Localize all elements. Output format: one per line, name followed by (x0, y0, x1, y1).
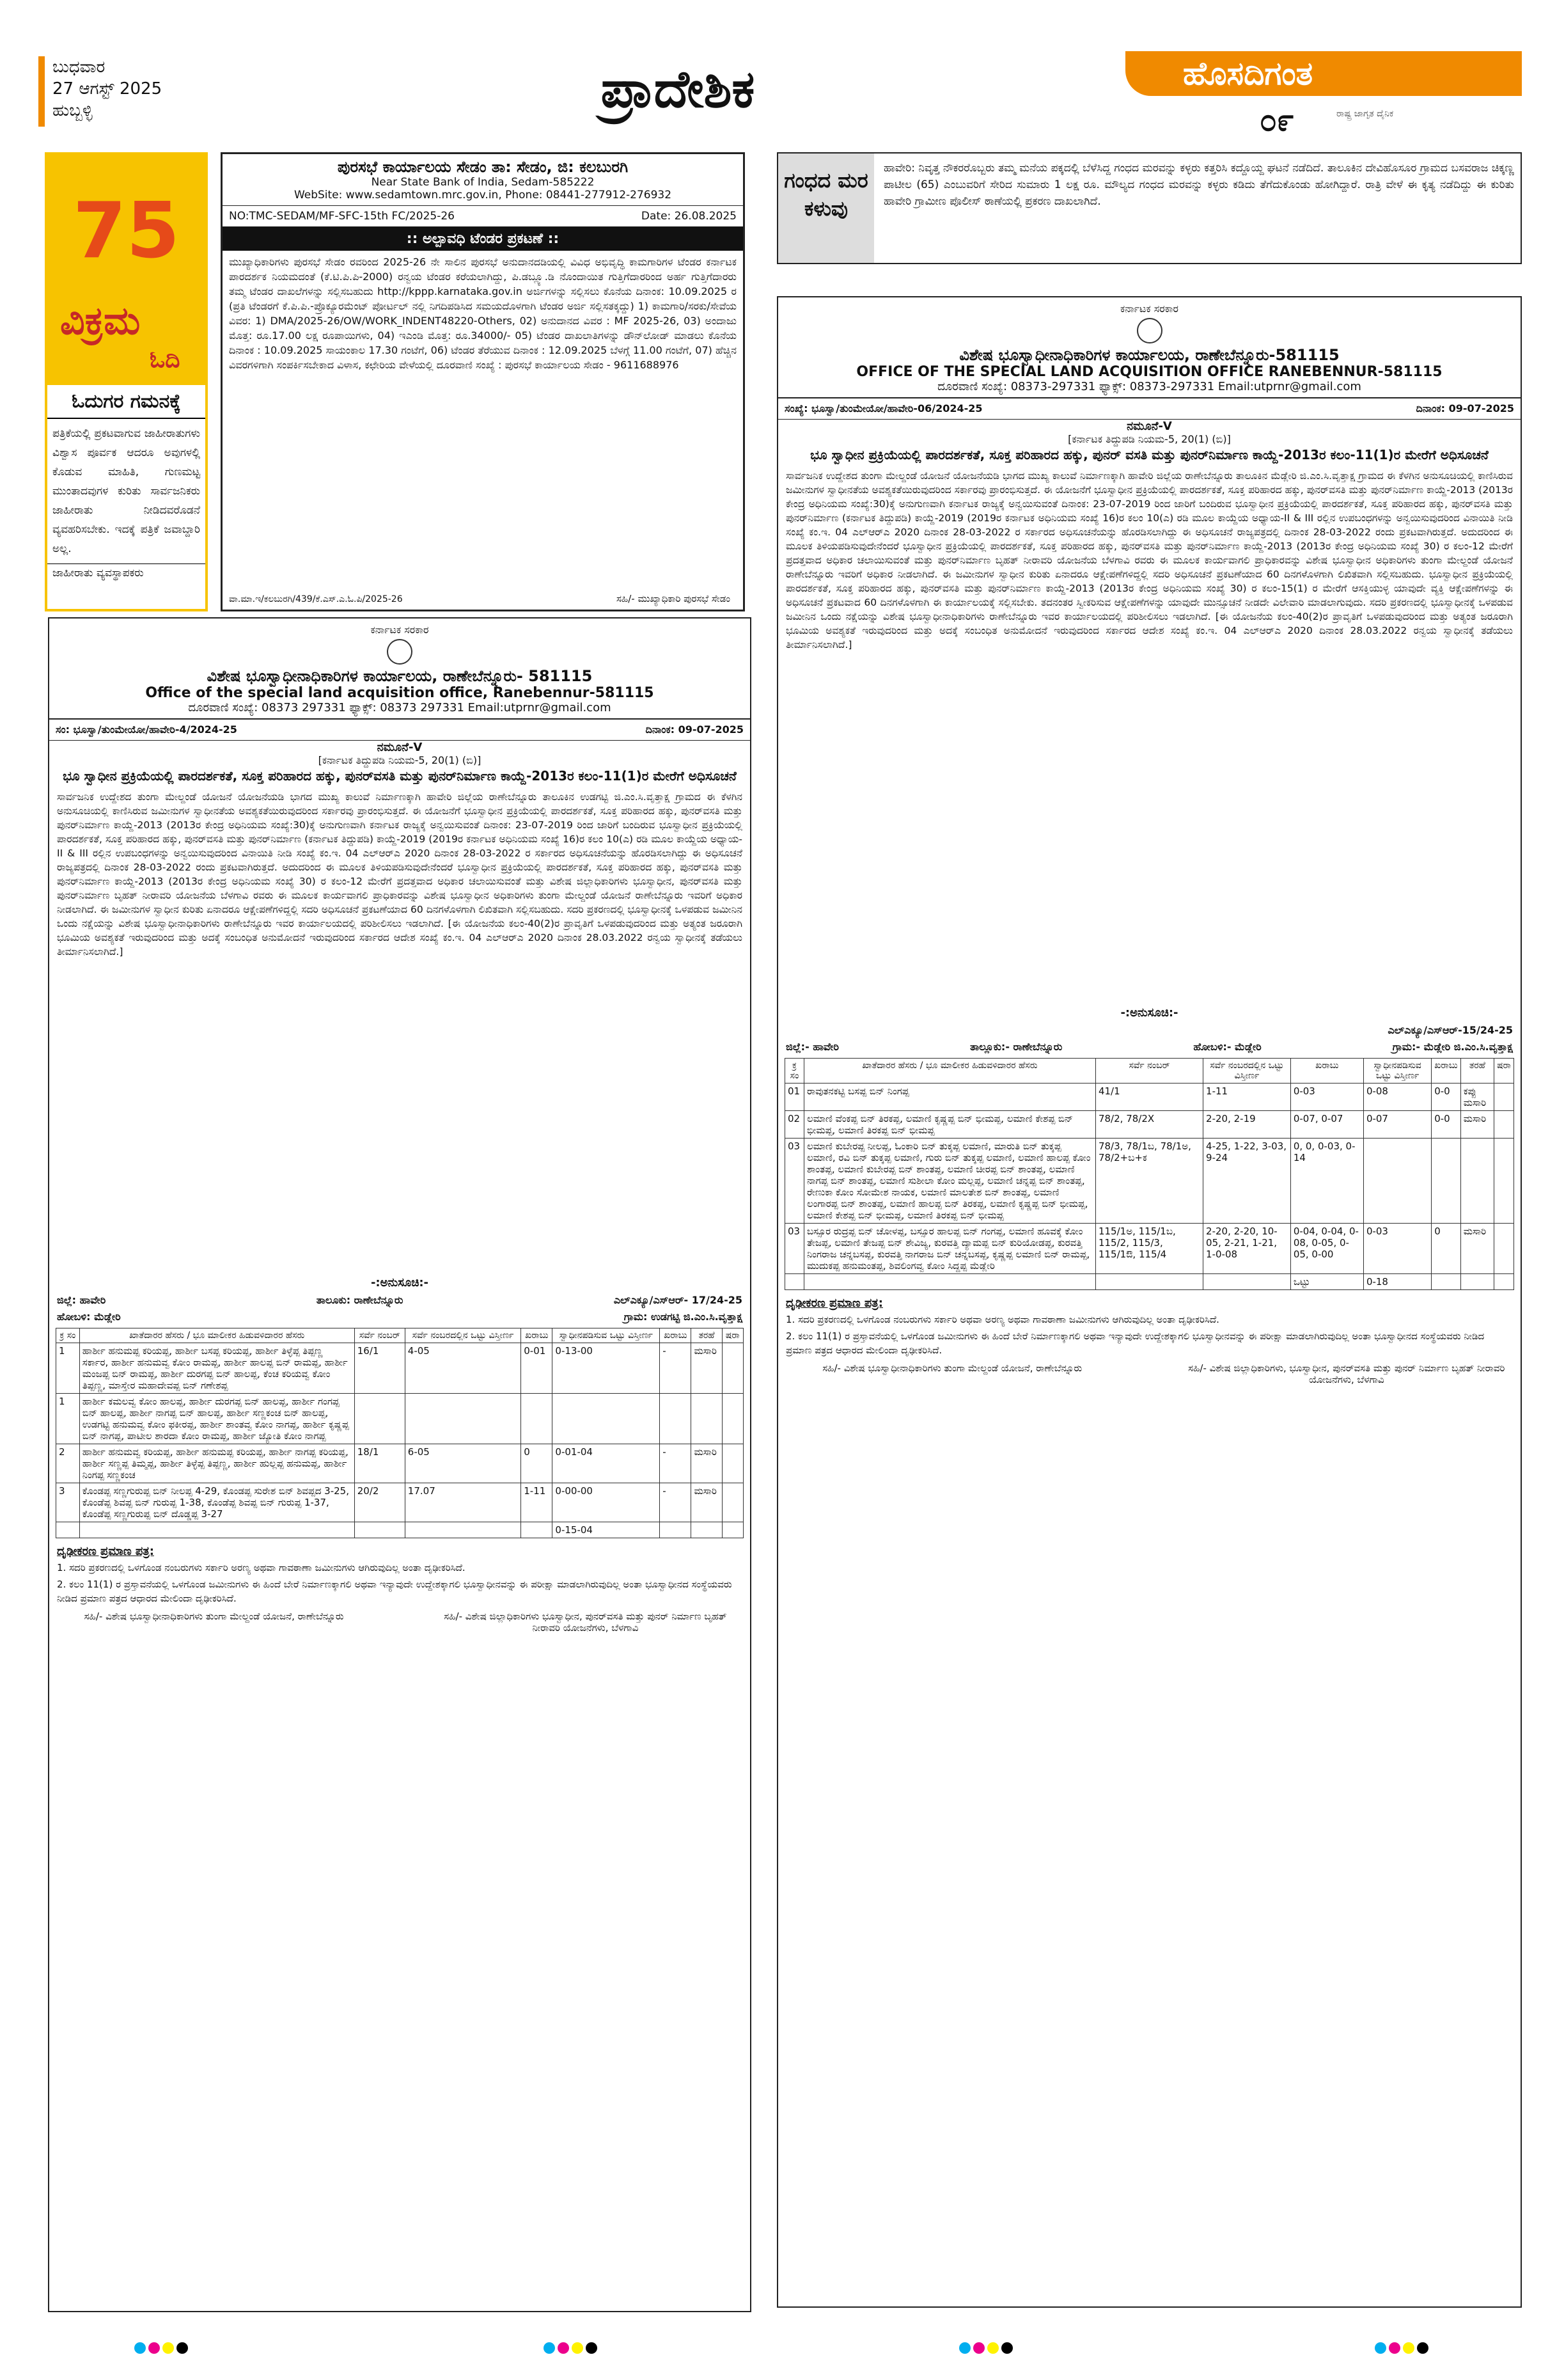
emblem-icon (387, 639, 412, 665)
office-name-kn: ವಿಶೇಷ ಭೂಸ್ವಾಧೀನಾಧಿಕಾರಿಗಳ ಕಾರ್ಯಾಲಯ, ರಾಣೇಬೆನ್ನೂರು-581115 (959, 346, 1340, 364)
cell-sy: 78/2, 78/2X (1095, 1111, 1203, 1139)
registration-marks (134, 2342, 188, 2354)
cell-sl: 3 (56, 1483, 80, 1522)
cell-kh2: - (660, 1343, 691, 1394)
cell-sl: 02 (785, 1111, 804, 1139)
cell-sl: 1 (56, 1343, 80, 1394)
office-name-en: Office of the special land acquisition office, Ranebennur-581115 (145, 685, 654, 701)
cell-sl: 2 (56, 1444, 80, 1483)
cell-sy: 16/1 (354, 1343, 405, 1394)
cyan-dot (544, 2342, 555, 2354)
column-header: ಸರ್ವೆ ನಂಬರದಲ್ಲಿನ ಒಟ್ಟು ವಿಸ್ತೀರ್ಣ (1203, 1059, 1291, 1084)
section-title: ಪ್ರಾದೇಶಿಕ (600, 59, 755, 119)
column-header: ಕ್ರ ಸಂ (56, 1328, 80, 1343)
notice-body: ಸಾರ್ವಜನಿಕ ಉದ್ದೇಶದ ತುಂಗಾ ಮೇಲ್ದಂಡೆ ಯೋಜನೆ ಯೋಜನೆಯಡಿ ಭಾಗದ ಮುಖ್ಯ ಕಾಲುವೆ ನಿರ್ಮಾಣಕ್ಕಾಗಿ ಹಾವೇರಿ ಜಿಲ್ಲೆಯ ರಾಣೇಬೆನ್ನೂರು ತಾಲೂಕಿನ ಉಡಗಟ್ಟಿ ಜಿ.ಎಂ.ಸಿ.ವೃತ್ತಾಕ್ಷ ಗ್ರಾಮದ ಈ ಕೆಳಗಿನ ಅನುಸೂಚಿಯಲ್ಲಿ ಕಾಣಿಸಿರುವ ಜಮೀನುಗಳ ಸ್ವಾಧೀನತೆಯ ಅವಶ್ಯಕತೆಯಿರುವುದರಿಂದ ಸರ್ಕಾರವು ಪ್ರಾರಂಭಿಸುತ್ತದೆ. ಈ ಯೋಜನೆಗೆ ಭೂಸ್ವಾಧೀನ ಪ್ರಕ್ರಿಯೆಯಲ್ಲಿ ಪಾರದರ್ಶಕತೆ, ಸೂಕ್ತ ಪರಿಹಾರದ ಹಕ್ಕು, ಪುನರ್‌ವಸತಿ ಮತ್ತು ಪುನರ್‌ನಿರ್ಮಾಣ ಕಾಯ್ದೆ-2013 (2013ರ ಕೇಂದ್ರ ಅಧಿನಿಯಮ ಸಂಖ್ಯೆ:30)ಕ್ಕೆ ಅನುಗುಣವಾಗಿ ಕರ್ನಾಟಕ ರಾಜ್ಯಕ್ಕೆ ಅನ್ವಯಿಸುವಂತೆ ದಿನಾಂಕ: 23-07-2019 ರಿಂದ ಜಾರಿಗೆ ಬಂದಿರುವ ಭೂಸ್ವಾಧೀನ ಪ್ರಕ್ರಿಯೆಯಲ್ಲಿ ಪಾರದರ್ಶಕತೆ, ಸೂಕ್ತ ಪರಿಹಾರದ ಹಕ್ಕು, ಪುನರ್‌ವಸತಿ ಮತ್ತು ಪುನರ್‌ನಿರ್ಮಾಣ (ಕರ್ನಾಟಕ ತಿದ್ದುಪಡಿ) ಕಾಯ್ದೆ-2019 (2019ರ ಕರ್ನಾಟಕ ಅಧಿನಿಯಮ ಸಂಖ್ಯೆ 16)ರ ಕಲಂ 10(ಎ) ರಡಿ ಮೂಲ ಕಾಯ್ದೆಯ ಅಧ್ಯಾಯ-II & III ರಲ್ಲಿನ ಉಪಬಂಧಗಳನ್ನು ಅನ್ವಯಿಸುವುದರಿಂದ ವಿನಾಯಿತಿ ನೀಡಿ ಸಂಖ್ಯೆ ಕಂ.ಇ. 04 ಎಲ್‌ಆರ್‌ಎ 2020 ದಿನಾಂಕ 28-03-2022 ರ ಸರ್ಕಾರದ ಅಧಿಸೂಚನೆಯನ್ನು ಹೊರಡಿಸಲಾಗಿದ್ದು ಈ ಅಧಿಸೂಚನೆ ರಾಜ್ಯಪತ್ರದಲ್ಲಿ ದಿನಾಂಕ 28-03-2022 ರಂದು ಪ್ರಕಟವಾಗಿರುತ್ತದೆ. ಅದುದರಿಂದ ಈ ಮೂಲಕ ತಿಳಿಯಪಡಿಸುವುದೇನೆಂದರೆ ಭೂಸ್ವಾಧೀನ ಪ್ರಕ್ರಿಯೆಯಲ್ಲಿ ಪಾರದರ್ಶಕತೆ, ಸೂಕ್ತ ಪರಿಹಾರದ ಹಕ್ಕು, ಪುನರ್‌ವಸತಿ ಮತ್ತು ಪುನರ್‌ನಿರ್ಮಾಣ ಕಾಯ್ದೆ-2013 (2013ರ ಕೇಂದ್ರ ಅಧಿನಿಯಮ ಸಂಖ್ಯೆ 30) ರ ಕಲಂ-12 ಮೇರೆಗೆ ಪ್ರದತ್ತವಾದ ಅಧಿಕಾರ ಚಲಾಯಿಸುವಂತೆ ಮತ್ತು ವಿಶೇಷ ಜಿಲ್ಲಾಧಿಕಾರಿಗಳು ಭೂಸ್ವಾಧೀನ, ಪುನರ್‌ವಸತಿ ಮತ್ತು ಪುನರ್‌ನಿರ್ಮಾಣ ಬೃಹತ್ ನೀರಾವರಿ ಯೋಜನೆಯ ಬೆಳಗಾವಿ ರವರು ಈ ಮೂಲಕ ಕಾರ್ಯವಾಗಲಿ ಪ್ರಾಧಿಕಾರವನ್ನು ವಿಶೇಷ ಭೂಸ್ವಾಧೀನ ಅಧಿಕಾರಿಗಳು ತುಂಗಾ ಮೇಲ್ದಂಡೆ ಯೋಜನೆ ರಾಣೇಬೆನ್ನೂರು ಇವರಿಗೆ ಅಧಿಕಾರ ನೀಡಲಾಗಿದೆ. ಈ ಜಮೀನುಗಳ ಸ್ವಾಧೀನ ಕುರಿತು ಏನಾದರೂ ಆಕ್ಷೇಪಣೆಗಳಿದ್ದಲ್ಲಿ ಸದರಿ ಅಧಿಸೂಚನೆ ಪ್ರಕಟಣೆಯಾದ 60 ದಿನಗಳೊಳಗಾಗಿ ಲಿಖಿತವಾಗಿ ಸಲ್ಲಿಸಬಹುದು. ಸದರಿ ಪ್ರಕರಣದಲ್ಲಿ ಭೂಸ್ವಾಧೀನಕ್ಕೆ ಒಳಪಡುವ ಜಮೀನಿನ ಒಂದು ನಕ್ಷೆಯನ್ನು ವಿಶೇಷ ಭೂಸ್ವಾಧೀನಾಧಿಕಾರಿಗಳು ರಾಣೇಬೆನ್ನೂರು ಇವರ ಕಾರ್ಯಾಲಯದಲ್ಲಿ ಪರಿಶೀಲಿಸಲು ಇಡಲಾಗಿದೆ. [ಈ ಯೋಜನೆಯ ಕಲಂ-40(2)ರ ಪ್ರಾವೃತಿಗೆ ಒಳಪಡುವುದರಿಂದ ಮತ್ತು ಅತ್ಯಂತ ಜರೂರಾಗಿ ಭೂಮಿಯ ಅವಶ್ಯಕತೆ ಇರುವುದರಿಂದ ಮತ್ತು ಅದಕ್ಕೆ ಸಂಬಂಧಿತ ಅನುಮೋದನೆ ಇರುವುದರಿಂದ ಸರ್ಕಾರದ ಆದೇಶ ಸಂಖ್ಯೆ ಕಂ.ಇ. 04 ಎಲ್‌ಆರ್‌ಎ 2020 ದಿನಾಂಕ 28.03.2022 ರನ್ವಯ ಸ್ವಾಧೀನಕ್ಕೆ ತಡೆಯಲು ತೀರ್ಮಾನಿಸಲಾಗಿದೆ.] (57, 791, 742, 958)
office-contact: ದೂರವಾಣಿ ಸಂಖ್ಯೆ: 08373-297331 ಫ್ಯಾಕ್ಸ್: 08373-297331 Email:utprnr@gmail.com (778, 380, 1521, 398)
total-cell (1095, 1274, 1203, 1290)
total-cell (354, 1522, 405, 1538)
cell-rem (722, 1444, 743, 1483)
cell-acq: 0-01-04 (552, 1444, 660, 1483)
cell-kh2: 0-0 (1432, 1111, 1460, 1139)
cell-ext: 6-05 (405, 1444, 520, 1483)
cell-sy: 115/1ಅ, 115/1ಬ, 115/2, 115/3, 115/1ಔ, 115/4 (1095, 1224, 1203, 1274)
tender-body: ಮುಖ್ಯಾಧಿಕಾರಿಗಳು ಪುರಸಭೆ ಸೇಡಂ ರವರಿಂದ 2025-26 ನೇ ಸಾಲಿನ ಪುರಸಭೆ ಅನುದಾನದಡಿಯಲ್ಲಿ ವಿವಿಧ ಅಭಿವೃದ್ಧಿ ಕಾಮಗಾರಿಗಳ ಟೆಂಡರ ಕರ್ನಾಟಕ ಪಾರದರ್ಶಕ ನಿಯಮದಂತೆ (ಕೆ.ಟಿ.ಪಿ.ಪಿ-2000) ರನ್ವಯ ಟೆಂಡರ ಕರೆಯಲಾಗಿದ್ದು, ಪಿ.ಡಬ್ಲ್ಯೂ.ಡಿ ನೊಂದಾಯಿತ ಗುತ್ತಿಗೆದಾರರಿಂದ ಅರ್ಹ ಗುತ್ತಿಗೆದಾರರು ತಮ್ಮ ಟೆಂಡರ ದಾಖಲೆಗಳನ್ನು ಸಲ್ಲಿಸಬಹುದು http://kppp.karnataka.gov.in ಅರ್ಜಿಗಳನ್ನು ಸಲ್ಲಿಸಲು ಕೊನೆಯ ದಿನಾಂಕ: 10.09.2025 ರ (ಪ್ರತಿ ಟೆಂಡರಗೆ ಕೆ.ಪಿ.ಪಿ.-ಪ್ರೊಕ್ಯೂರಮೆಂಟ್ ಪೋರ್ಟಲ್ ನಲ್ಲಿ ನಿಗದಿಪಡಿಸಿದ ಸಮಯದೊಳಗಾಗಿ ಟೆಂಡರ ಅರ್ಜಿ ಸಲ್ಲಿಸತಕ್ಕದ್ದು) 1) ಕಾಮಗಾರಿ/ಸರಕು/ಸೇವೆಯ ವಿವರ: 1) DMA/2025-26/OW/WORK_INDENT48220-Others, 02) ಅನುದಾನದ ವಿವರ : MF 2025-26, 03) ಅಂದಾಜು ಮೊತ್ತ: ರೂ.17.00 ಲಕ್ಷ ರೂಪಾಯಿಗಳು, 04) ಇಎಂಡಿ ಮೊತ್ತ: ರೂ.34000/- 05) ಟೆಂಡರ ದಾಖಲಾತಿಗಳನ್ನು ಡೌನ್‌ಲೋಡ್ ಮಾಡಲು ಕೊನೆಯ ದಿನಾಂಕ : 10.09.2025 ಸಾಯಂಕಾಲ 17.30 ಗಂಟೆಗೆ, 06) ಟೆಂಡರ ತೆರೆಯುವ ದಿನಾಂಕ : 12.09.2025 ಬೆಳಗ್ಗೆ 11.00 ಗಂಟೆಗೆ, 07) ಹೆಚ್ಚಿನ ವಿವರಗಳಿಗಾಗಿ ಸಂಪರ್ಕಿಸಬೇಕಾದ ವಿಳಾಸ, ಕಛೇರಿಯ ವೇಳೆಯಲ್ಲಿ ದೂರವಾಣಿ ಸಂಖ್ಯೆ : ಪುರಸಭೆ ಕಾರ್ಯಾಲಯ ಸೇಡಂ - 9611688976 (229, 256, 737, 371)
column-header: ತರಹೆ (1460, 1059, 1494, 1084)
cell-name: ಹಾರ್ಶೀ ಕಮಲವ್ವ ಕೋಂ ಹಾಲಪ್ಪ, ಹಾರ್ಶೀ ದುರಗಪ್ಪ ಬಿನ್ ಹಾಲಪ್ಪ, ಹಾರ್ಶೀ ಗಂಗಪ್ಪ ಬಿನ್ ಹಾಲಪ್ಪ, ಹಾರ್ಶೀ ನಾಗಪ್ಪ ಬಿನ್ ಹಾಲಪ್ಪ, ಹಾರ್ಶೀ ಸಣ್ಣಕಂಚ ಬಿನ್ ಹಾಲಪ್ಪ, ಉಡಗಟ್ಟಿ ಹನುಮವ್ವ ಕೋಂ ಫಕೀರಪ್ಪ, ಹಾರ್ಶೀ ಶಾಂತವ್ವ ಕೋಂ ನಾಗಪ್ಪ, ಹಾರ್ಶೀ ಕೃಷ್ಣಪ್ಪ ಬಿನ್ ನಾಗಪ್ಪ, ಪಾಟೀಲ ಶಾರದಾ ಕೋಂ ರಾಮಪ್ಪ, ಹಾರ್ಶೀ ಜ್ಯೋತಿ ಕೋಂ ನಾಗಪ್ಪ (79, 1394, 354, 1444)
cell-type: ಮಸಾರಿ (691, 1343, 722, 1394)
cell-ext: 4-25, 1-22, 3-03, 9-24 (1203, 1139, 1291, 1224)
notice-date: ದಿನಾಂಕ: 09-07-2025 (645, 723, 744, 736)
cell-acq: 0-07 (1363, 1111, 1431, 1139)
cell-kh2: - (660, 1444, 691, 1483)
hobli: ಹೋಬಳಿ: ಮೆಡ್ಲೇರಿ (57, 1311, 121, 1323)
cell-ext (405, 1394, 520, 1444)
certificate-2: 2. ಕಲಂ 11(1) ರ ಪ್ರಸ್ತಾವನೆಯಲ್ಲಿ ಒಳಗೊಂಡ ಜಮೀನುಗಳು ಈ ಹಿಂದೆ ಬೇರೆ ನಿರ್ಮಾಣಕ್ಕಾಗಲಿ ಅಥವಾ ಇನ್ಯಾವುದೇ ಉದ್ದೇಶಕ್ಕಾಗಲಿ ಭೂಸ್ವಾಧೀನವನ್ನು ಈ ಪರೀಕ್ಷಾ ಮಾಡಲಾಗಿರುವುದಿಲ್ಲ ಅಂತಾ ಭೂಸ್ವಾಧೀನದ ಸಂಸ್ಥೆಯವರು ನೀಡಿದ ಪ್ರಮಾಣ ಪತ್ರದ ಆಧಾರದ ಮೇಲಿಂದಾ ದೃಢೀಕರಿಸಿದೆ. (786, 1330, 1485, 1356)
certificate-title: ದೃಢೀಕರಣ ಪ್ರಮಾಣ ಪತ್ರ: (57, 1545, 154, 1558)
notice-body: ಸಾರ್ವಜನಿಕ ಉದ್ದೇಶದ ತುಂಗಾ ಮೇಲ್ದಂಡೆ ಯೋಜನೆ ಯೋಜನೆಯಡಿ ಭಾಗದ ಮುಖ್ಯ ಕಾಲುವೆ ನಿರ್ಮಾಣಕ್ಕಾಗಿ ಹಾವೇರಿ ಜಿಲ್ಲೆಯ ರಾಣೇಬೆನ್ನೂರು ತಾಲೂಕಿನ ಮೆಡ್ಲೇರಿ ಜಿ.ಎಂ.ಸಿ.ವೃತ್ತಾಕ್ಷ ಗ್ರಾಮದ ಈ ಕೆಳಗಿನ ಅನುಸೂಚಿಯಲ್ಲಿ ಕಾಣಿಸಿರುವ ಜಮೀನುಗಳ ಸ್ವಾಧೀನತೆಯ ಅವಶ್ಯಕತೆಯಿರುವುದರಿಂದ ಸರ್ಕಾರವು ಪ್ರಾರಂಭಿಸುತ್ತದೆ. ಈ ಯೋಜನೆಗೆ ಭೂಸ್ವಾಧೀನ ಪ್ರಕ್ರಿಯೆಯಲ್ಲಿ ಪಾರದರ್ಶಕತೆ, ಸೂಕ್ತ ಪರಿಹಾರದ ಹಕ್ಕು, ಪುನರ್‌ವಸತಿ ಮತ್ತು ಪುನರ್‌ನಿರ್ಮಾಣ ಕಾಯ್ದೆ-2013 (2013ರ ಕೇಂದ್ರ ಅಧಿನಿಯಮ ಸಂಖ್ಯೆ:30)ಕ್ಕೆ ಅನುಗುಣವಾಗಿ ಕರ್ನಾಟಕ ರಾಜ್ಯಕ್ಕೆ ಅನ್ವಯಿಸುವಂತೆ ದಿನಾಂಕ: 23-07-2019 ರಿಂದ ಜಾರಿಗೆ ಬಂದಿರುವ ಭೂಸ್ವಾಧೀನ ಪ್ರಕ್ರಿಯೆಯಲ್ಲಿ ಪಾರದರ್ಶಕತೆ, ಸೂಕ್ತ ಪರಿಹಾರದ ಹಕ್ಕು, ಪುನರ್‌ವಸತಿ ಮತ್ತು ಪುನರ್‌ನಿರ್ಮಾಣ (ಕರ್ನಾಟಕ ತಿದ್ದುಪಡಿ) ಕಾಯ್ದೆ-2019 (2019ರ ಕರ್ನಾಟಕ ಅಧಿನಿಯಮ ಸಂಖ್ಯೆ 16)ರ ಕಲಂ 10(ಎ) ರಡಿ ಮೂಲ ಕಾಯ್ದೆಯ ಅಧ್ಯಾಯ-II & III ರಲ್ಲಿನ ಉಪಬಂಧಗಳನ್ನು ಅನ್ವಯಿಸುವುದರಿಂದ ವಿನಾಯಿತಿ ನೀಡಿ ಸಂಖ್ಯೆ ಕಂ.ಇ. 04 ಎಲ್‌ಆರ್‌ಎ 2020 ದಿನಾಂಕ 28-03-2022 ರ ಸರ್ಕಾರದ ಅಧಿಸೂಚನೆಯನ್ನು ಹೊರಡಿಸಲಾಗಿದ್ದು ಈ ಅಧಿಸೂಚನೆ ರಾಜ್ಯಪತ್ರದಲ್ಲಿ ದಿನಾಂಕ 28-03-2022 ರಂದು ಪ್ರಕಟವಾಗಿರುತ್ತದೆ. ಅದುದರಿಂದ ಈ ಮೂಲಕ ತಿಳಿಯಪಡಿಸುವುದೇನೆಂದರೆ ಭೂಸ್ವಾಧೀನ ಪ್ರಕ್ರಿಯೆಯಲ್ಲಿ ಪಾರದರ್ಶಕತೆ, ಸೂಕ್ತ ಪರಿಹಾರದ ಹಕ್ಕು, ಪುನರ್‌ವಸತಿ ಮತ್ತು ಪುನರ್‌ನಿರ್ಮಾಣ ಕಾಯ್ದೆ-2013 (2013ರ ಕೇಂದ್ರ ಅಧಿನಿಯಮ ಸಂಖ್ಯೆ 30) ರ ಕಲಂ-12 ಮೇರೆಗೆ ಪ್ರದತ್ತವಾದ ಅಧಿಕಾರ ಚಲಾಯಿಸುವಂತೆ ಮತ್ತು ಪುನರ್‌ನಿರ್ಮಾಣ ಬೃಹತ್ ನೀರಾವರಿ ಯೋಜನೆಯ ಬೆಳಗಾವಿ ರವರು ಈ ಮೂಲಕ ಕಾರ್ಯವಾಗಲಿ ಪ್ರಾಧಿಕಾರವನ್ನು ವಿಶೇಷ ಭೂಸ್ವಾಧೀನ ಅಧಿಕಾರಿಗಳು ತುಂಗಾ ಮೇಲ್ದಂಡೆ ಯೋಜನೆ ರಾಣೇಬೆನ್ನೂರು ಇವರಿಗೆ ಅಧಿಕಾರ ನೀಡಲಾಗಿದೆ. ಈ ಜಮೀನುಗಳ ಸ್ವಾಧೀನ ಕುರಿತು ಏನಾದರೂ ಆಕ್ಷೇಪಣೆಗಳಿದ್ದಲ್ಲಿ ಸದರಿ ಅಧಿಸೂಚನೆ ಪ್ರಕಟಣೆಯಾದ 60 ದಿನಗಳೊಳಗಾಗಿ ಲಿಖಿತವಾಗಿ ಸಲ್ಲಿಸಬಹುದು. ಭೂಸ್ವಾಧೀನ ಪ್ರಕ್ರಿಯೆಯಲ್ಲಿ ಪಾರದರ್ಶಕತೆ, ಸೂಕ್ತ ಪರಿಹಾರದ ಹಕ್ಕು, ಪುನರ್‌ವಸತಿ ಮತ್ತು ಪುನರ್‌ನಿರ್ಮಾಣ ಕಾಯ್ದೆ-2013 (2013ರ ಕೇಂದ್ರ ಅಧಿನಿಯಮ ಸಂಖ್ಯೆ 30) ರ ಕಲಂ-15(1) ರ ಮೇರೆಗೆ ಆಸಕ್ತಿಯುಳ್ಳ ಯಾವುದೇ ವ್ಯಕ್ತಿ ಆಕ್ಷೇಪಣೆಗಳನ್ನು ಈ ಅಧಿಸೂಚನೆ ಪ್ರಕಟವಾದ 60 ದಿನಗಳೊಳಗಾಗಿ ಈ ಕಾರ್ಯಾಲಯಕ್ಕೆ ಸಲ್ಲಿಸಬೇಕು. ತದನಂತರ ಸ್ವೀಕರಿಸುವ ಆಕ್ಷೇಪಣೆಗಳನ್ನು ಯಾವುದೇ ಮುನ್ಸೂಚನೆ ನೀಡದೇ ವಿಲೇವಾರಿ ಮಾಡಲಾಗುವುದು. ಸದರಿ ಪ್ರಕರಣದಲ್ಲಿ ಭೂಸ್ವಾಧೀನಕ್ಕೆ ಒಳಪಡುವ ಜಮೀನಿನ ಒಂದು ನಕ್ಷೆಯನ್ನು ವಿಶೇಷ ಭೂಸ್ವಾಧೀನಾಧಿಕಾರಿಗಳು ರಾಣೇಬೆನ್ನೂರು ಇವರ ಕಾರ್ಯಾಲಯದಲ್ಲಿ ಪರಿಶೀಲಿಸಲು ಇಡಲಾಗಿದೆ. [ಈ ಯೋಜನೆಯ ಕಲಂ-40(2)ರ ಪ್ರಾವೃತಿಗೆ ಒಳಪಡುವುದರಿಂದ ಮತ್ತು ಅತ್ಯಂತ ಜರೂರಾಗಿ ಭೂಮಿಯ ಅವಶ್ಯಕತೆ ಇರುವುದರಿಂದ ಮತ್ತು ಅದಕ್ಕೆ ಸಂಬಂಧಿತ ಅನುಮೋದನೆ ಇರುವುದರಿಂದ ಸರ್ಕಾರದ ಆದೇಶ ಸಂಖ್ಯೆ ಕಂ.ಇ. 04 ಎಲ್‌ಆರ್‌ಎ 2020 ದಿನಾಂಕ 28.03.2022 ರನ್ವಯ ಸ್ವಾಧೀನಕ್ಕೆ ತಡೆಯಲು ತೀರ್ಮಾನಿಸಲಾಗಿದೆ.] (786, 470, 1513, 650)
readers-notice-heading: ಓದುಗರ ಗಮನಕ್ಕೆ (47, 385, 205, 419)
cell-type: ಮಸಾರಿ (691, 1444, 722, 1483)
cell-kh: 0 (521, 1444, 552, 1483)
column-header: ಸ್ವಾಧೀನಪಡಿಸುವ ಒಟ್ಟು ವಿಸ್ತೀರ್ಣ (1363, 1059, 1431, 1084)
cell-kh: 0, 0, 0-03, 0-14 (1290, 1139, 1363, 1224)
table-row (56, 1394, 744, 1444)
tender-contact: WebSite: www.sedamtown.mrc.gov.in, Phone: 08441-277912-276932 (293, 189, 672, 201)
schedule-ref: ಎಲ್‌ಎಕ್ಯೂ/ಎಸ್‌ಆರ್-15/24-25 (1388, 1024, 1513, 1036)
ad-name: ವಿಕ್ರಮ (60, 299, 141, 343)
rule-ref: [ಕರ್ನಾಟಕ ತಿದ್ದುಪಡಿ ನಿಯಮ-5, 20(1) (ಬಿ)] (1068, 433, 1231, 445)
readers-notice-body: ಪತ್ರಿಕೆಯಲ್ಲಿ ಪ್ರಕಟವಾಗುವ ಜಾಹೀರಾತುಗಳು ವಿಶ್ವಾಸ ಪೂರ್ವಕ ಆದರೂ ಅವುಗಳಲ್ಲಿ ಕೊಡುವ ಮಾಹಿತಿ, ಗುಣಮಟ್ಟ ಮುಂತಾದವುಗಳ ಕುರಿತು ಸಾರ್ವಜನಿಕರು ಜಾಹೀರಾತು ನೀಡಿದವರೊಡನೆ ವ್ಯವಹರಿಸಬೇಕು. ಇದಕ್ಕೆ ಪತ್ರಿಕೆ ಜವಾಬ್ದಾರಿ ಅಲ್ಲ. (52, 427, 200, 555)
cell-name: ಬಸ್ಸೂರ ರುದ್ರಪ್ಪ ಬಿನ್ ಚೋಳಪ್ಪ, ಬಸ್ಸೂರ ಹಾಲಪ್ಪ ಬಿನ್ ಗಂಗಪ್ಪ, ಲಮಾಣಿ ಹೂವಕ್ಕೆ ಕೋಂ ತೇಜಪ್ಪ, ಲಮಾಣಿ ತೇಜಪ್ಪ ಬಿನ್ ಶೇವಿಜ್ಯ, ಕುರವತ್ತಿ ದ್ಯಾಮಪ್ಪ ಬಿನ್ ಕುರಿಯೋಡಪ್ಪ, ಕುರವತ್ತಿ ನಿಂಗರಾಜ ಚನ್ನಬಸಪ್ಪ, ಕುರವತ್ತಿ ನಾಗರಾಜ ಬಿನ್ ಚನ್ನಬಸಪ್ಪ, ಕೃಷ್ಣಪ್ಪ ಲಮಾಣಿ ಬಿನ್ ರಾಮಪ್ಪ, ಮುದುಕಪ್ಪ ಹನುಮಂತಪ್ಪ, ಶಿವಲಿಂಗವ್ವ ಕೋಂ ಸಿದ್ದಪ್ಪ ಮೆಡ್ಲೇರಿ (804, 1224, 1095, 1274)
yellow-dot (1403, 2342, 1414, 2354)
land-acquisition-notice-right (777, 296, 1522, 2308)
cell-kh: 0-07, 0-07 (1290, 1111, 1363, 1139)
column-header: ಸ್ವಾಧೀನಪಡಿಸುವ ಒಟ್ಟು ವಿಸ್ತೀರ್ಣ (552, 1328, 660, 1343)
schedule-ref: ಎಲ್‌ಎಕ್ಯೂ/ಎಸ್‌ಆರ್- 17/24-25 (613, 1294, 742, 1306)
table-row (56, 1483, 744, 1522)
readers-notice-footer: ಜಾಹೀರಾತು ವ್ಯವಸ್ಥಾಪಕರು (47, 563, 205, 582)
cell-rem (722, 1343, 743, 1394)
news-text: ಹಾವೇರಿ: ನಿವೃತ್ತ ನೌಕರರೊಬ್ಬರು ತಮ್ಮ ಮನೆಯ ಪಕ್ಕದಲ್ಲಿ ಬೆಳೆಸಿದ್ದ ಗಂಧದ ಮರವನ್ನು ಕಳ್ಳರು ಕತ್ತರಿಸಿ ಕದ್ದೊಯ್ದ ಘಟನೆ ನಡೆದಿದೆ. ತಾಲೂಕಿನ ದೇವಿಹೊಸೂರ ಗ್ರಾಮದ ಬಸವರಾಜ ಚಿಕ್ಕಣ್ಣ ಪಾಟೀಲ (65) ಎಂಬುವರಿಗೆ ಸೇರಿದ ಸುಮಾರು 1 ಲಕ್ಷ ರೂ. ಮೌಲ್ಯದ ಗಂಧದ ಮರವನ್ನು ಕಳ್ಳರು ಕಡಿದು ತೆಗೆದುಕೊಂಡು ಹೋಗಿದ್ದಾರೆ. ರಾತ್ರಿ ವೇಳೆ ಈ ಕೃತ್ಯ ನಡೆದಿದ್ದು ಈ ಕುರಿತು ಹಾವೇರಿ ಗ್ರಾಮೀಣ ಪೊಲೀಸ್ ಠಾಣೆಯಲ್ಲಿ ಪ್ರಕರಣ ದಾಖಲಾಗಿದೆ. (884, 162, 1514, 208)
cell-sl: 03 (785, 1139, 804, 1224)
notice-date: ದಿನಾಂಕ: 09-07-2025 (1416, 402, 1514, 414)
total-value: 0-18 (1363, 1274, 1431, 1290)
cell-rem (1494, 1224, 1514, 1274)
cell-ext: 2-20, 2-19 (1203, 1111, 1291, 1139)
table-row (785, 1139, 1514, 1224)
notice-subject: ಭೂ ಸ್ವಾಧೀನ ಪ್ರಕ್ರಿಯೆಯಲ್ಲಿ ಪಾರದರ್ಶಕತೆ, ಸೂಕ್ತ ಪರಿಹಾರದ ಹಕ್ಕು, ಪುನರ್ ವಸತಿ ಮತ್ತು ಪುನರ್‌ನಿರ್ಮಾಣ ಕಾಯ್ದೆ-2013ರ ಕಲಂ-11(1)ರ ಮೇರೆಗೆ ಅಧಿಸೂಚನೆ (810, 447, 1489, 462)
cyan-dot (959, 2342, 971, 2354)
schedule-table (56, 1328, 744, 1538)
cell-type: ಮಸಾರಿ (1460, 1111, 1494, 1139)
total-row (56, 1522, 744, 1538)
yellow-dot (162, 2342, 174, 2354)
column-header: ಷರಾ (1494, 1059, 1514, 1084)
magenta-dot (1389, 2342, 1400, 2354)
column-header: ತರಹೆ (691, 1328, 722, 1343)
black-dot (1417, 2342, 1428, 2354)
schedule-title: -:ಅನುಸೂಚಿ:- (1120, 1006, 1178, 1020)
registration-marks (1375, 2342, 1428, 2354)
total-cell (785, 1274, 804, 1290)
cell-type: ಕಪ್ಪು ಮಸಾರಿ (1460, 1084, 1494, 1111)
schedule-table (785, 1058, 1514, 1290)
cell-sl: 03 (785, 1224, 804, 1274)
cell-kh: 1-11 (521, 1483, 552, 1522)
cell-type: ಮಸಾರಿ (1460, 1224, 1494, 1274)
village: ಗ್ರಾಮ: ಉಡಗಟ್ಟಿ ಜಿ.ಎಂ.ಸಿ.ವೃತ್ತಾಕ್ಷ (623, 1311, 742, 1323)
sandal-theft-news (777, 152, 1522, 264)
office-name-en: OFFICE OF THE SPECIAL LAND ACQUISITION OFFICE RANEBENNUR-581115 (856, 364, 1443, 380)
cell-ext: 1-11 (1203, 1084, 1291, 1111)
taluk: ತಾಲ್ಲೂಕು:- ರಾಣೇಬೆನ್ನೂರು (970, 1041, 1063, 1053)
cell-type (691, 1394, 722, 1444)
cell-kh: 0-04, 0-04, 0-08, 0-05, 0-05, 0-00 (1290, 1224, 1363, 1274)
column-header: ಸರ್ವೆ ನಂಬರದಲ್ಲಿನ ಒಟ್ಟು ವಿಸ್ತೀರ್ಣ (405, 1328, 520, 1343)
land-acquisition-notice-left (48, 617, 751, 2312)
table-row (785, 1224, 1514, 1274)
cell-sl: 01 (785, 1084, 804, 1111)
tender-ref: NO:TMC-SEDAM/MF-SFC-15th FC/2025-26 (229, 210, 455, 223)
district: ಜಿಲ್ಲೆ: ಹಾವೇರಿ (57, 1294, 106, 1306)
magenta-dot (973, 2342, 985, 2354)
signature-right: ಸಹಿ/- ವಿಶೇಷ ಜಿಲ್ಲಾಧಿಕಾರಿಗಳು ಭೂಸ್ವಾಧೀನ, ಪುನರ್‌ವಸತಿ ಮತ್ತು ಪುನರ್ ನಿರ್ಮಾಣ ಬೃಹತ್ ನೀರಾವರಿ ಯೋಜನೆಗಳು, ಬೆಳಗಾವಿ (444, 1611, 727, 1634)
column-header: ಖಾತೆದಾರರ ಹೆಸರು / ಭೂ ಮಾಲೀಕರ ಹಿಡುವಳಿದಾರರ ಹೆಸರು (79, 1328, 354, 1343)
cyan-dot (1375, 2342, 1386, 2354)
cell-acq: 0-03 (1363, 1224, 1431, 1274)
signature-left: ಸಹಿ/- ವಿಶೇಷ ಭೂಸ್ವಾಧೀನಾಧಿಕಾರಿಗಳು ತುಂಗಾ ಮೇಲ್ದಂಡೆ ಯೋಜನೆ, ರಾಣೇಬೆನ್ನೂರು (822, 1362, 1083, 1374)
signature-right: ಸಹಿ/- ವಿಶೇಷ ಜಿಲ್ಲಾಧಿಕಾರಿಗಳು, ಭೂಸ್ವಾಧೀನ, ಪುನರ್‌ವಸತಿ ಮತ್ತು ಪುನರ್ ನಿರ್ಮಾಣ ಬೃಹತ್ ನೀರಾವರಿ ಯೋಜನೆಗಳು, ಬೆಳಗಾವಿ (1188, 1362, 1505, 1385)
cell-name: ಕೊಂಡಪ್ಪ ಸಣ್ಣಗುರುಪ್ಪ ಬಿನ್ ನೀಲಪ್ಪ 4-29, ಕೊಂಡಪ್ಪ ಸುರೇಶ ಬಿನ್ ಶಿವಪ್ಪದ 3-25, ಕೊಂಡೆಪ್ಪ ಶಿವಪ್ಪ ಬಿನ್ ಗುರುಪ್ಪ 1-38, ಕೊಂಡೆಪ್ಪ ಶಿವಪ್ಪ ಬಿನ್ ಗುರುಪ್ಪ 1-37, ಕೊಂಡೆಪ್ಪ ಸಣ್ಣಗುರುಪ್ಪ ಬಿನ್ ದೊಡ್ಡಪ್ಪ 3-27 (79, 1483, 354, 1522)
cell-ext: 4-05 (405, 1343, 520, 1394)
cell-name: ಹಾರ್ಶೀ ಹನುಮವ್ವ ಕರಿಯಪ್ಪ, ಹಾರ್ಶೀ ಹನುಮಪ್ಪ ಕರಿಯಪ್ಪ, ಹಾರ್ಶೀ ನಾಗಪ್ಪ ಕರಿಯಪ್ಪ, ಹಾರ್ಶೀ ಸಣ್ಣಪ್ಪ ತಿಮ್ಮಪ್ಪ, ಹಾರ್ಶೀ ತಿಳ್ಳೆಪ್ಪ ತಿಪ್ಪಣ್ಣ, ಹಾರ್ಶೀ ಹುಲ್ಲಪ್ಪ ಹನುಮಪ್ಪ, ಹಾರ್ಶೀ ನಿಂಗಪ್ಪ ಸಣ್ಣಕಂಚ (79, 1444, 354, 1483)
total-cell (722, 1522, 743, 1538)
signature-left: ಸಹಿ/- ವಿಶೇಷ ಭೂಸ್ವಾಧೀನಾಧಿಕಾರಿಗಳು ತುಂಗಾ ಮೇಲ್ದಂಡೆ ಯೋಜನೆ, ರಾಣೇಬೆನ್ನೂರು (84, 1611, 344, 1622)
cell-type: ಮಸಾರಿ (691, 1483, 722, 1522)
brand-logo (1125, 45, 1522, 141)
page-number: ೦೯ (1260, 102, 1294, 138)
magenta-dot (558, 2342, 569, 2354)
total-cell (660, 1522, 691, 1538)
yellow-dot (987, 2342, 999, 2354)
ad-read: ಓದಿ (150, 347, 180, 373)
cell-name: ರಾವುತನಕಟ್ಟಿ ಬಸಪ್ಪ ಬಿನ್ ನಿಂಗಪ್ಪ (804, 1084, 1095, 1111)
certificate-1: 1. ಸದರಿ ಪ್ರಕರಣದಲ್ಲಿ ಒಳಗೊಂಡ ನಂಬರುಗಳು ಸರ್ಕಾರಿ ಅಥವಾ ಅರಣ್ಯ ಅಥವಾ ಗಾವಠಾಣಾ ಜಮೀನುಗಳು ಆಗಿರುವುದಿಲ್ಲ ಅಂತಾ ದೃಢೀಕರಿಸಿದೆ. (786, 1314, 1219, 1325)
total-value: 0-15-04 (552, 1522, 660, 1538)
column-header: ಷರಾ (722, 1328, 743, 1343)
column-header: ಸರ್ವೆ ನಂಬರ್ (354, 1328, 405, 1343)
brand-name: ಹೊಸದಿಗಂತ (1183, 55, 1313, 92)
tender-address: Near State Bank of India, Sedam-585222 (371, 176, 595, 189)
cell-sy: 20/2 (354, 1483, 405, 1522)
tender-title: :: ಅಲ್ಪಾವಧಿ ಟೆಂಡರ ಪ್ರಕಟಣೆ :: (223, 227, 743, 251)
form-number: ನಮೂನೆ-V (377, 741, 423, 754)
column-header: ಸರ್ವೆ ನಂಬರ್ (1095, 1059, 1203, 1084)
cell-kh2 (660, 1394, 691, 1444)
cell-rem (1494, 1139, 1514, 1224)
cyan-dot (134, 2342, 146, 2354)
tender-notice (221, 152, 745, 611)
tender-office: ಪುರಸಭೆ ಕಾರ್ಯಾಲಯ ಸೇಡಂ ತಾ: ಸೇಡಂ, ಜಿ: ಕಲಬುರಗಿ (337, 158, 629, 176)
city: ಹುಬ್ಬಳ್ಳಿ (52, 101, 93, 120)
total-cell (1494, 1274, 1514, 1290)
total-cell (56, 1522, 80, 1538)
notice-ref: ಸಂಖ್ಯೆ: ಭೂಸ್ವಾ/ತುಂಮೇಯೋ/ಹಾವೇರಿ-06/2024-25 (785, 402, 983, 414)
total-row (785, 1274, 1514, 1290)
cell-sy: 41/1 (1095, 1084, 1203, 1111)
table-row (56, 1343, 744, 1394)
brand-tagline: ರಾಷ್ಟ್ರ ಜಾಗೃತ ದೈನಿಕ (1336, 109, 1394, 119)
certificate-title: ದೃಢೀಕರಣ ಪ್ರಮಾಣ ಪತ್ರ: (786, 1296, 883, 1310)
total-cell (1460, 1274, 1494, 1290)
schedule-title: -:ಅನುಸೂಚಿ:- (370, 1276, 429, 1289)
table-row (785, 1084, 1514, 1111)
cell-rem (722, 1483, 743, 1522)
notice-subject: ಭೂ ಸ್ವಾಧೀನ ಪ್ರಕ್ರಿಯೆಯಲ್ಲಿ ಪಾರದರ್ಶಕತೆ, ಸೂಕ್ತ ಪರಿಹಾರದ ಹಕ್ಕು, ಪುನರ್‌ವಸತಿ ಮತ್ತು ಪುನರ್‌ನಿರ್ಮಾಣ ಕಾಯ್ದೆ-2013ರ ಕಲಂ-11(1)ರ ಮೇರೆಗೆ ಅಧಿಸೂಚನೆ (63, 768, 737, 784)
total-cell (405, 1522, 520, 1538)
cell-rem (1494, 1084, 1514, 1111)
cell-kh2: 0-0 (1432, 1084, 1460, 1111)
cell-sy (354, 1394, 405, 1444)
hobli: ಹೋಬಳಿ:- ಮೆಡ್ಲೇರಿ (1193, 1041, 1262, 1053)
office-contact: ದೂರವಾಣಿ ಸಂಖ್ಯೆ: 08373 297331 ಫ್ಯಾಕ್ಸ್: 08373 297331 Email:utprnr@gmail.com (49, 701, 750, 720)
certificate-2: 2. ಕಲಂ 11(1) ರ ಪ್ರಸ್ತಾವನೆಯಲ್ಲಿ ಒಳಗೊಂಡ ಜಮೀನುಗಳು ಈ ಹಿಂದೆ ಬೇರೆ ನಿರ್ಮಾಣಕ್ಕಾಗಲಿ ಅಥವಾ ಇನ್ಯಾವುದೇ ಉದ್ದೇಶಕ್ಕಾಗಲಿ ಭೂಸ್ವಾಧೀನವನ್ನು ಈ ಪರೀಕ್ಷಾ ಮಾಡಲಾಗಿರುವುದಿಲ್ಲ ಅಂತಾ ಭೂಸ್ವಾಧೀನದ ಸಂಸ್ಥೆಯವರು ನೀಡಿದ ಪ್ರಮಾಣ ಪತ್ರದ ಆಧಾರದ ಮೇಲಿಂದಾ ದೃಢೀಕರಿಸಿದೆ. (57, 1579, 732, 1604)
gov-label: ಕರ್ನಾಟಕ ಸರಕಾರ (370, 624, 429, 636)
village: ಗ್ರಾಮ:- ಮೆಡ್ಲೇರಿ ಜಿ.ಎಂ.ಸಿ.ವೃತ್ತಾಕ್ಷ (1392, 1041, 1513, 1053)
office-name-kn: ವಿಶೇಷ ಭೂಸ್ವಾಧೀನಾಧಿಕಾರಿಗಳ ಕಾರ್ಯಾಲಯ, ರಾಣೇಬೆನ್ನೂರು- 581115 (207, 667, 593, 685)
rule-ref: [ಕರ್ನಾಟಕ ತಿದ್ದುಪಡಿ ನಿಯಮ-5, 20(1) (ಬಿ)] (318, 754, 481, 766)
tender-ref-foot: ವಾ.ಮಾ.ಇ/ಕಲಬುರಗಿ/439/ಕೆ.ಎಸ್.ಎ.ಓ.ಪಿ/2025-26 (229, 594, 403, 604)
cell-acq: 0-00-00 (552, 1483, 660, 1522)
district: ಜಿಲ್ಲೆ:- ಹಾವೇರಿ (786, 1041, 839, 1053)
cell-kh: 0-01 (521, 1343, 552, 1394)
black-dot (176, 2342, 188, 2354)
column-header: ಖರಾಬು (521, 1328, 552, 1343)
gov-label: ಕರ್ನಾಟಕ ಸರಕಾರ (1120, 303, 1179, 315)
certificate-1: 1. ಸದರಿ ಪ್ರಕರಣದಲ್ಲಿ ಒಳಗೊಂಡ ನಂಬರುಗಳು ಸರ್ಕಾರಿ ಅರಣ್ಯ ಅಥವಾ ಗಾವಠಾಣಾ ಜಮೀನುಗಳು ಆಗಿರುವುದಿಲ್ಲ ಅಂತಾ ದೃಢೀಕರಿಸಿದೆ. (57, 1562, 465, 1573)
tender-date: Date: 26.08.2025 (641, 210, 737, 223)
total-cell (691, 1522, 722, 1538)
day: ಬುಧವಾರ (52, 58, 106, 77)
form-number: ನಮೂನೆ-V (1127, 420, 1172, 433)
cell-ext: 17.07 (405, 1483, 520, 1522)
cell-kh2 (1432, 1139, 1460, 1224)
cell-acq: 0-08 (1363, 1084, 1431, 1111)
cell-acq (552, 1394, 660, 1444)
total-cell (1203, 1274, 1291, 1290)
cell-acq (1363, 1139, 1431, 1224)
cell-kh2: 0 (1432, 1224, 1460, 1274)
column-header: ಖರಾಬು (660, 1328, 691, 1343)
column-header: ಕ್ರ ಸಂ (785, 1059, 804, 1084)
cell-name: ಲಮಾಣಿ ವೆಂಕಪ್ಪ ಬಿನ್ ತಿರಕಪ್ಪ, ಲಮಾಣಿ ಕೃಷ್ಣಪ್ಪ ಬಿನ್ ಭೀಮಪ್ಪ, ಲಮಾಣಿ ಕೇಶಪ್ಪ ಬಿನ್ ಭೀಮಪ್ಪ, ಲಮಾಣಿ ತಿರಕಪ್ಪ ಬಿನ್ ಭೀಮಪ್ಪ (804, 1111, 1095, 1139)
cell-kh: 0-03 (1290, 1084, 1363, 1111)
column-header: ಖರಾಬು (1432, 1059, 1460, 1084)
cell-name: ಹಾರ್ಶೀ ಹನುಮಪ್ಪ ಕರಿಯಪ್ಪ, ಹಾರ್ಶೀ ಬಸಪ್ಪ ಕರಿಯಪ್ಪ, ಹಾರ್ಶೀ ತಿಳ್ಳೆಪ್ಪ ತಿಪ್ಪಣ್ಣ ಸರ್ಕಾರ, ಹಾರ್ಶೀ ಹನುಮವ್ವ ಕೋಂ ರಾಮಪ್ಪ, ಹಾರ್ಶೀ ಹಾಲಪ್ಪ ಬಿನ್ ರಾಮಪ್ಪ, ಹಾರ್ಶೀ ಮಂಜಪ್ಪ ಬಿನ್ ರಾಮಪ್ಪ, ಹಾರ್ಶೀ ದುರಗಪ್ಪ ಬಿನ್ ಹಾಲಪ್ಪ, ಕೆಂಚ ಕರಿಯವ್ವ ಕೋಂ ತಿಪ್ಪಣ್ಣ, ಮಾಸ್ತೇರ ಮಹಾದೇವಪ್ಪ ಬಿನ್ ಗಣೇಶಪ್ಪ (79, 1343, 354, 1394)
cell-rem (1494, 1111, 1514, 1139)
news-label: ಗಂಧದ ಮರ ಕಳುವು (778, 154, 874, 263)
table-row (785, 1111, 1514, 1139)
ad-number: 75 (73, 187, 180, 276)
cell-sy: 18/1 (354, 1444, 405, 1483)
column-header: ಖಾತೆದಾರರ ಹೆಸರು / ಭೂ ಮಾಲೀಕರ ಹಿಡುವಳಿದಾರರ ಹೆಸರು (804, 1059, 1095, 1084)
cell-ext: 2-20, 2-20, 10-05, 2-21, 1-21, 1-0-08 (1203, 1224, 1291, 1274)
total-label: ಒಟ್ಟು (1290, 1274, 1363, 1290)
table-row (56, 1444, 744, 1483)
total-cell (1432, 1274, 1460, 1290)
yellow-dot (572, 2342, 583, 2354)
cell-type (1460, 1139, 1494, 1224)
registration-marks (959, 2342, 1013, 2354)
cell-sl: 1 (56, 1394, 80, 1444)
cell-kh (521, 1394, 552, 1444)
cell-acq: 0-13-00 (552, 1343, 660, 1394)
total-cell (79, 1522, 354, 1538)
black-dot (586, 2342, 597, 2354)
notice-ref: ಸಂ: ಭೂಸ್ವಾ/ತುಂಮೇಯೋ/ಹಾವೇರಿ-4/2024-25 (56, 723, 237, 736)
emblem-icon (1137, 318, 1162, 343)
cell-rem (722, 1394, 743, 1444)
cell-kh2: - (660, 1483, 691, 1522)
taluk: ತಾಲೂಕು: ರಾಣೇಬೆನ್ನೂರು (316, 1294, 403, 1306)
total-cell (804, 1274, 1095, 1290)
cell-name: ಲಮಾಣಿ ಕುಬೇರಪ್ಪ ನೀಲಪ್ಪ, ಓಂಕಾರಿ ಬಿನ್ ತುಕ್ಕಪ್ಪ ಲಮಾಣಿ, ಮಾರುತಿ ಬಿನ್ ತುಕ್ಕಪ್ಪ ಲಮಾಣಿ, ರವಿ ಬಿನ್ ತುಕ್ಕಪ್ಪ ಲಮಾಣಿ, ಗುರು ಬಿನ್ ತುಕ್ಕಪ್ಪ ಲಮಾಣಿ, ಲಮಾಣಿ ಹಾಲಪ್ಪ ಕೋಂ ಶಾಂತಪ್ಪ, ಲಮಾಣಿ ಕುಬೇರಪ್ಪ ಬಿನ್ ಶಾಂತಪ್ಪ, ಲಮಾಣಿ ಚೀರಪ್ಪ ಬಿನ್ ಶಾಂತಪ್ಪ, ಲಮಾಣಿ ನಾಗಪ್ಪ ಬಿನ್ ಶಾಂತಪ್ಪ, ಲಮಾಣಿ ಸುಶೀಲಾ ಕೋಂ ಮಲ್ಲಪ್ಪ, ಲಮಾಣಿ ಚನ್ನಪ್ಪ ಬಿನ್ ಶಾಂತಪ್ಪ, ರೇಣುಕಾ ಕೋಂ ಸೋಮೇಶ ನಾಯಕ, ಲಮಾಣಿ ಮಾಲತೇಶ ಬಿನ್ ಶಾಂತಪ್ಪ, ಲಮಾಣಿ ಲಂಗಾರಪ್ಪ ಬಿನ್ ಶಾಂತಪ್ಪ, ಲಮಾಣಿ ಹಾಲಪ್ಪ ಬಿನ್ ತಿರಕಪ್ಪ, ಲಮಾಣಿ ಕೃಷ್ಣಪ್ಪ ಬಿನ್ ಭೀಮಪ್ಪ, ಲಮಾಣಿ ಕೇಶಪ್ಪ ಬಿನ್ ಭೀಮಪ್ಪ, ಲಮಾಣಿ ತಿರಕಪ್ಪ ಬಿನ್ ಭೀಮಪ್ಪ (804, 1139, 1095, 1224)
black-dot (1001, 2342, 1013, 2354)
date-box (38, 56, 179, 127)
vikrama-ad (45, 152, 208, 611)
total-cell (521, 1522, 552, 1538)
cell-sy: 78/3, 78/1ಬ, 78/1ಅ, 78/2+ಬ+ಕ (1095, 1139, 1203, 1224)
registration-marks (544, 2342, 597, 2354)
magenta-dot (148, 2342, 160, 2354)
date: 27 ಆಗಸ್ಟ್ 2025 (52, 79, 162, 99)
tender-sign: ಸಹಿ/- ಮುಖ್ಯಾಧಿಕಾರಿ ಪುರಸಭೆ ಸೇಡಂ (616, 593, 730, 604)
column-header: ಖರಾಬು (1290, 1059, 1363, 1084)
